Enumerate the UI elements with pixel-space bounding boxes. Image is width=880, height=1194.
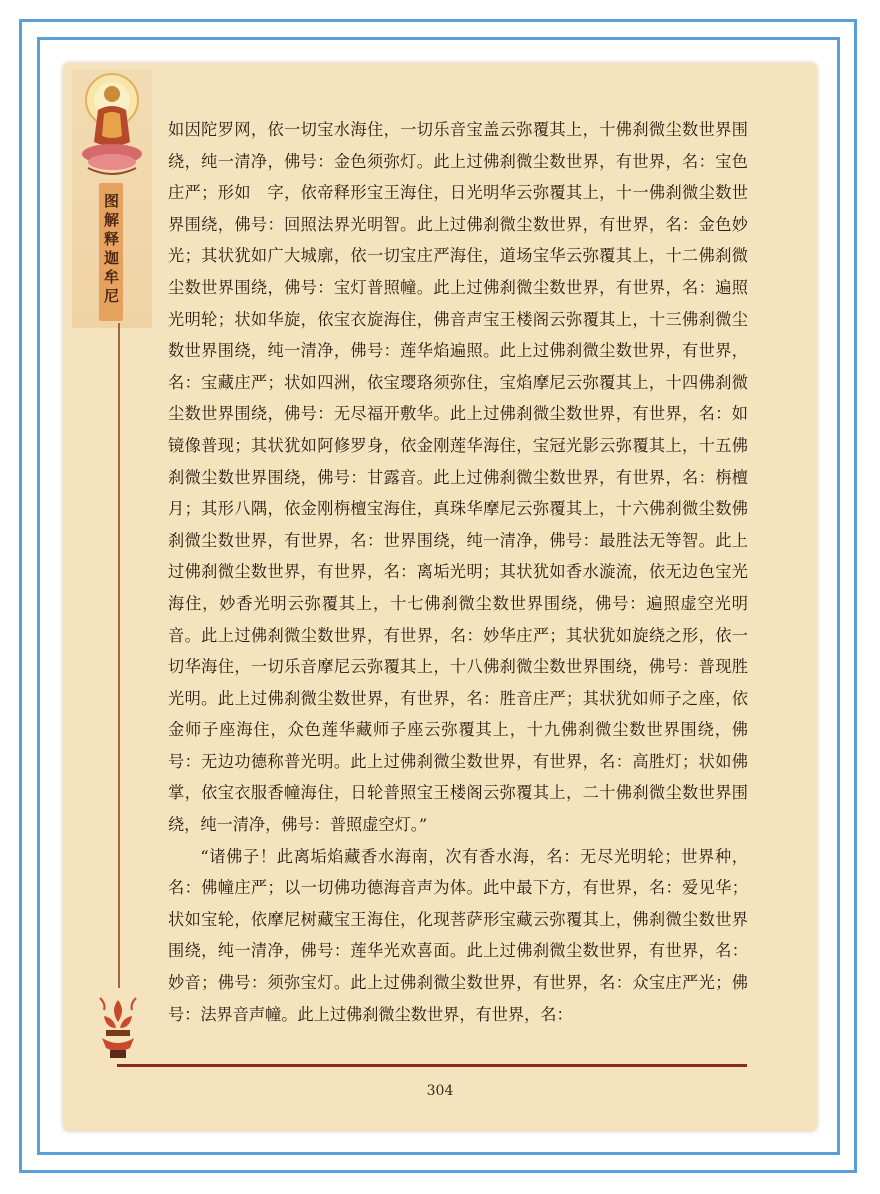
paragraph-1: 如因陀罗网，依一切宝水海住，一切乐音宝盖云弥覆其上，十佛刹微尘数世界围绕，纯一清净，佛号：金色须弥灯。此上过佛刹微尘数世界，有世界，名：宝色庄严；形如 字，依帝释形宝王海住，日光明华云弥覆其上，十一佛刹微尘数世界围绕，佛号：回照法界光明智。此上过佛刹微尘数世界，有世界，名：金色妙光；其状犹如广大城廓，依一切宝庄严海住，道场宝华云弥覆其上，十二佛刹微尘数世界围绕，佛号：宝灯普照幢。此上过佛刹微尘数世界，有世界，名：遍照光明轮；状如华旋，依宝衣旋海住，佛音声宝王楼阁云弥覆其上，十三佛刹微尘数世界围绕，纯一清净，佛号：莲华焰遍照。此上过佛刹微尘数世界，有世界，名：宝藏庄严；状如四洲，依宝璎珞须弥住，宝焰摩尼云弥覆其上，十四佛刹微尘数世界围绕，佛号：无尽福开敷华。此上过佛刹微尘数世界，有世界，名：如镜像普现；其状犹如阿修罗身，依金刚莲华海住，宝冠光影云弥覆其上，十五佛刹微尘数世界围绕，佛号：甘露音。此上过佛刹微尘数世界，有世界，名：栴檀月；其形八隅，依金刚栴檀宝海住，真珠华摩尼云弥覆其上，十六佛刹微尘数佛刹微尘数世界，有世界，名：世界围绕，纯一清净，佛号：最胜法无等智。此上过佛刹微尘数世界，有世界，名：离垢光明；其状犹如香水漩流，依无边色宝光海住，妙香光明云弥覆其上，十七佛刹微尘数世界围绕，佛号：遍照虚空光明音。此上过佛刹微尘数世界，有世界，名：妙华庄严；其状犹如旋绕之形，依一切华海住，一切乐音摩尼云弥覆其上，十八佛刹微尘数世界围绕，佛号：普现胜光明。此上过佛刹微尘数世界，有世界，名：胜音庄严；其状犹如师子之座，依金师子座海住，众色莲华藏师子座云弥覆其上，十九佛刹微尘数世界围绕，佛号：无边功德称普光明。此上过佛刹微尘数世界，有世界，名：高胜灯；状如佛掌，依宝衣服香幢海住，日轮普照宝王楼阁云弥覆其上，二十佛刹微尘数世界围绕，纯一清净，佛号：普照虚空灯。” — [168, 120, 748, 835]
buddha-figure-icon — [74, 70, 150, 180]
book-title: 图解释迦牟尼 — [102, 193, 120, 307]
page-number: 304 — [426, 1083, 454, 1099]
book-title-strip — [99, 183, 123, 321]
body-text — [168, 114, 748, 1030]
side-vertical-rule — [118, 323, 120, 988]
paragraph-2: “诸佛子！此离垢焰藏香水海南，次有香水海，名：无尽光明轮；世界种，名：佛幢庄严；以一切佛功德海音声为体。此中最下方，有世界，名：爱见华；状如宝轮，依摩尼树藏宝王海住，化现菩萨形宝藏云弥覆其上，佛刹微尘数世界围绕，纯一清净，佛号：莲华光欢喜面。此上过佛刹微尘数世界，有世界，名：妙音；佛号：须弥宝灯。此上过佛刹微尘数世界，有世界，名：众宝庄严光；佛号：法界音声幢。此上过佛刹微尘数世界，有世界，名： — [168, 846, 748, 1024]
footer-rule — [117, 1064, 747, 1067]
lotus-ornament-icon — [96, 994, 140, 1062]
